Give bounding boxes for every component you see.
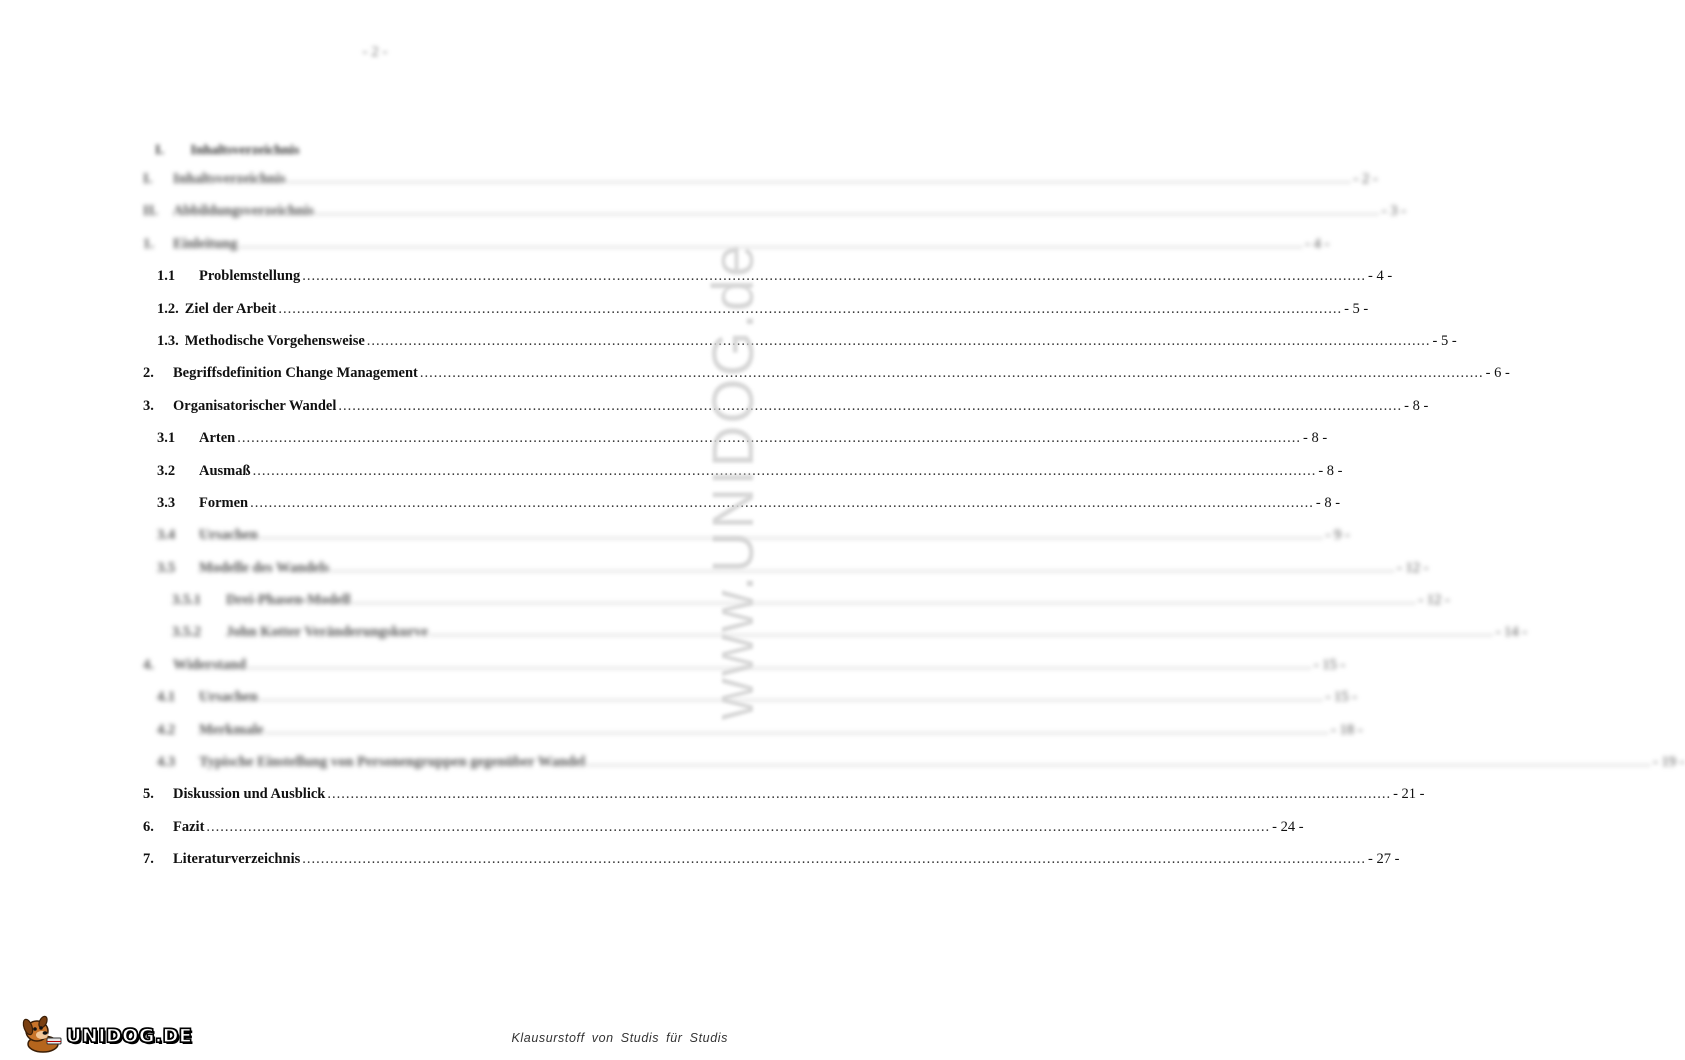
toc-entry-title: Fazit <box>173 818 205 835</box>
toc-entry-page: - 14 - <box>1495 624 1528 641</box>
toc-entry-number: 3.2 <box>157 462 176 479</box>
toc-entry-number: 5. <box>143 786 154 803</box>
toc-entry-number: 1. <box>143 235 154 252</box>
toc-entry-leader <box>253 463 1317 480</box>
toc-entry-title: Merkmale <box>199 721 264 738</box>
toc-entry-number: 1.2. <box>157 300 179 317</box>
toc-entry-page: - 5 - <box>1432 332 1457 349</box>
toc-entry-number: 3.5.1 <box>172 592 201 609</box>
toc-entry <box>143 268 1393 300</box>
toc-entry-number: 3.5 <box>157 559 176 576</box>
toc-entry-title: Problemstellung <box>199 268 301 285</box>
toc-entry-number: 4.2 <box>157 721 176 738</box>
toc-entry-leader <box>367 333 1431 350</box>
unidog-logo <box>20 1010 192 1054</box>
toc-entry-title: Ursachen <box>199 527 258 544</box>
toc-entry-page: - 8 - <box>1318 462 1343 479</box>
toc-entry <box>143 721 1363 754</box>
toc-entry-page: - 8 - <box>1315 494 1341 511</box>
toc-entry-page: - 4 - <box>1367 268 1393 285</box>
toc-entry <box>143 851 1400 883</box>
toc-entry-leader <box>265 722 1329 739</box>
toc-entry-leader <box>239 236 1303 253</box>
toc-entry-leader <box>288 171 1352 188</box>
toc-entry-page: - 8 - <box>1303 430 1328 447</box>
toc-entry-number: 4.1 <box>157 689 176 706</box>
toc-entry <box>143 397 1429 430</box>
toc-entry-title: Formen <box>199 494 249 511</box>
toc-entry <box>143 462 1343 495</box>
toc-entry-page: - 12 - <box>1397 559 1429 576</box>
toc-entry <box>143 559 1429 592</box>
toc-entry <box>143 624 1528 656</box>
toc-entry-number: 6. <box>143 818 154 835</box>
toc-entry-title: Modelle des Wandels <box>199 559 330 576</box>
toc-heading-title: Inhaltsverzeichnis <box>190 143 300 158</box>
toc-entry <box>143 171 1378 203</box>
toc-entry <box>143 494 1341 527</box>
toc-entry-leader <box>353 592 1417 609</box>
toc-entry-leader <box>260 527 1324 544</box>
page-number: - 2 - <box>362 44 388 60</box>
toc-entry-page: - 6 - <box>1485 365 1510 382</box>
toc-entry-number: 1.3. <box>157 332 179 349</box>
toc-entry-number: 2. <box>143 365 154 382</box>
toc-entry-title: John Kotter Veränderungskurve <box>226 624 428 641</box>
toc-entry-number: I. <box>143 171 153 187</box>
toc-entry-page: - 21 - <box>1393 786 1425 803</box>
toc-entry <box>143 689 1357 721</box>
toc-entry <box>143 235 1330 268</box>
toc-entry-title: Typische Einstellung von Personengruppen gegenüber Wandel <box>199 754 586 771</box>
toc-entry <box>143 332 1457 365</box>
toc-entry-leader <box>260 689 1324 706</box>
watermark: www.UNIDOG.de <box>701 242 766 720</box>
toc-entry-leader <box>237 430 1301 447</box>
toc-entry <box>143 592 1450 624</box>
toc-entry-leader <box>248 657 1312 674</box>
toc-entry-title: Diskussion und Ausblick <box>173 786 326 803</box>
toc-entry <box>143 786 1425 818</box>
toc-entry <box>143 656 1346 689</box>
toc-entry-title: Methodische Vorgehensweise <box>184 332 365 349</box>
toc-entry <box>143 430 1328 462</box>
toc-entry-leader <box>331 560 1395 577</box>
toc-entry-leader <box>420 365 1484 382</box>
toc-entry-page: - 4 - <box>1305 235 1330 252</box>
toc-entry-page: - 2 - <box>1353 171 1378 187</box>
toc-entry-title: Ausmaß <box>199 462 251 479</box>
toc-entry-title: Ziel der Arbeit <box>184 300 277 317</box>
toc-entry-number: 7. <box>143 851 154 868</box>
toc-entry-number: 3.4 <box>157 527 176 544</box>
toc-entry-number: 4.3 <box>157 754 176 771</box>
toc-entry-number: II. <box>143 203 158 220</box>
toc-entry-page: - 15 - <box>1313 656 1346 673</box>
toc-entry-leader <box>316 203 1380 220</box>
toc-entry-page: - 8 - <box>1404 397 1429 414</box>
toc-entry <box>143 754 1685 786</box>
toc-entry-page: - 5 - <box>1344 300 1369 317</box>
toc-entry <box>143 818 1304 851</box>
toc-entry-title: Einleitung <box>173 235 238 252</box>
toc-entry-title: Ursachen <box>199 689 258 706</box>
toc-entry-page: - 18 - <box>1331 721 1363 738</box>
toc-entry-leader <box>327 786 1391 803</box>
toc-entry-leader <box>302 268 1366 285</box>
toc-entry <box>143 365 1510 397</box>
toc-entry <box>143 203 1406 235</box>
toc-entry-number: 1.1 <box>157 268 176 285</box>
toc-entry-page: - 19 - <box>1653 754 1685 771</box>
footer-slogan: Klausurstoff von Studis für Studis <box>511 1031 728 1045</box>
logo-text: UNIDOG.DE <box>66 1025 193 1047</box>
toc-entry-leader <box>206 819 1270 836</box>
toc-entry-leader <box>338 398 1402 415</box>
toc-entry <box>143 527 1350 559</box>
toc-entry-page: - 15 - <box>1325 689 1357 706</box>
toc-entry-leader <box>587 754 1651 771</box>
toc-entry-title: Begriffsdefinition Change Management <box>173 365 418 382</box>
toc-entry-page: - 3 - <box>1381 203 1406 220</box>
toc-entry <box>143 300 1369 333</box>
toc-entry-leader <box>250 495 1314 512</box>
toc-entry-title: Widerstand <box>173 656 247 673</box>
toc-entry-number: 3. <box>143 397 154 414</box>
toc-entry-title: Abbildungsverzeichnis <box>173 203 314 220</box>
toc-entry-title: Arten <box>199 430 236 447</box>
toc-entry-number: 3.1 <box>157 430 176 447</box>
toc-entry-title: Inhaltsverzeichnis <box>173 171 286 187</box>
toc-entry-page: - 9 - <box>1325 527 1350 544</box>
toc-entry-number: 3.3 <box>157 494 176 511</box>
toc-entry-title: Organisatorischer Wandel <box>173 397 337 414</box>
toc-entry-number: 4. <box>143 656 154 673</box>
toc-entry-title: Drei-Phasen-Modell <box>226 592 351 609</box>
toc-entry-title: Literaturverzeichnis <box>173 851 301 868</box>
toc-entry-page: - 24 - <box>1272 818 1304 835</box>
toc-heading <box>155 143 299 159</box>
dog-mascot-icon <box>20 1010 64 1054</box>
toc-heading-number: I. <box>155 143 164 158</box>
toc-entry-leader <box>430 624 1494 641</box>
toc-entry-leader <box>302 851 1366 868</box>
toc-entry-number: 3.5.2 <box>172 624 201 641</box>
toc-entry-page: - 27 - <box>1368 851 1400 868</box>
toc-entry-leader <box>278 301 1342 318</box>
toc-entry-page: - 12 - <box>1418 592 1450 609</box>
